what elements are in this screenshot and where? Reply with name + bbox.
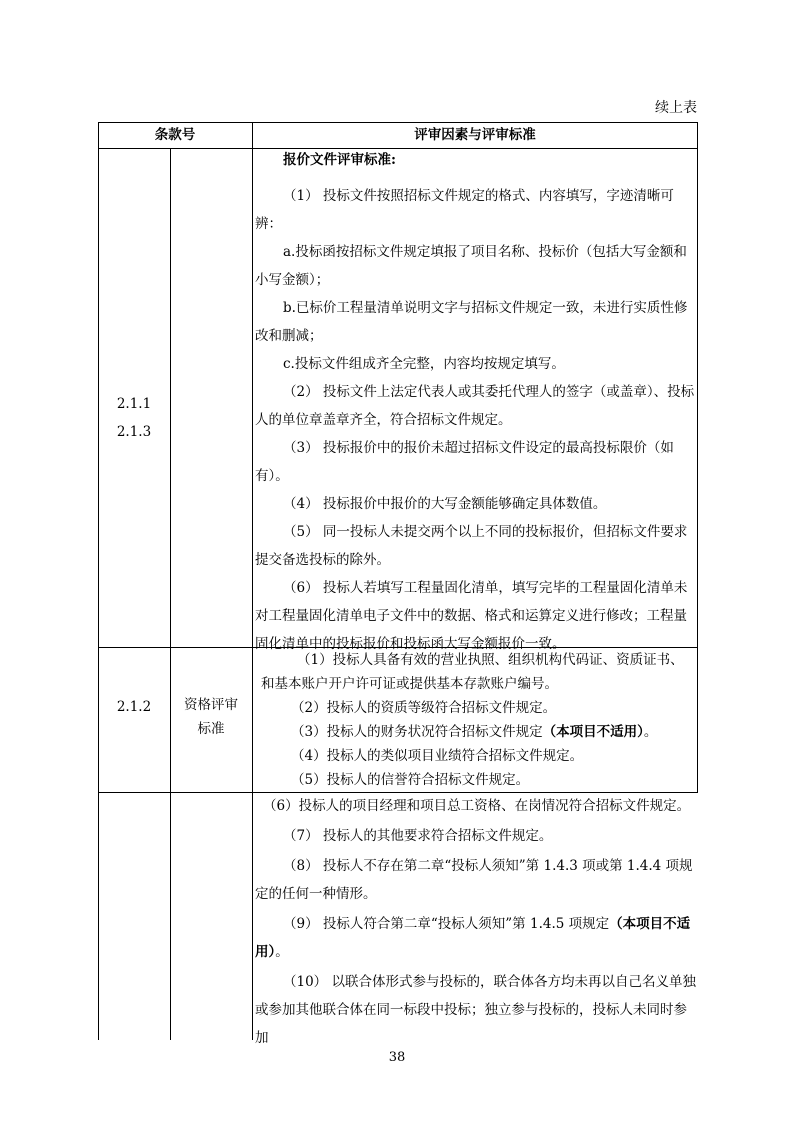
- section3-content: [255, 792, 697, 1052]
- criteria-subitem: b.已标价工程量清单说明文字与招标文件规定一致，未进行实质性修改和删减；: [255, 300, 688, 344]
- criteria-item: （2） 投标文件上法定代表人或其委托代理人的签字（或盖章）、投标人的单位章盖章齐全，符合招标文件规定。: [255, 384, 695, 428]
- criteria-item-text: （3）投标人的财务状况符合招标文件规定: [291, 724, 543, 740]
- col1-divider: [170, 148, 171, 1040]
- section1-content: [255, 146, 697, 658]
- criteria-item: （6） 投标人若填写工程量固化清单，填写完毕的工程量固化清单未对工程量固化清单电子文件中的数据、格式和运算定义进行修改；工程量固化清单中的投标报价和投标函大写金额报价一致。: [255, 580, 688, 652]
- col2-divider: [252, 122, 253, 1040]
- criteria-item: [255, 720, 697, 744]
- table-right-border: [697, 122, 698, 792]
- review-factor-label: 标准: [197, 721, 225, 737]
- criteria-subitem: c.投标文件组成齐全完整，内容均按规定填写。: [283, 356, 565, 372]
- clause-number-cell: [98, 390, 170, 446]
- clause-number: 2.1.1: [116, 396, 152, 412]
- table-left-border: [98, 122, 99, 1040]
- not-applicable-note: （本项目不适用）: [542, 724, 644, 740]
- criteria-item-end: 。: [275, 944, 289, 960]
- criteria-item-text: （9） 投标人符合第二章“投标人须知”第 1.4.5 项规定: [283, 916, 610, 932]
- criteria-item: （10） 以联合体形式参与投标的，联合体各方均未再以自己名义单独或参加其他联合体在同一标段中投标；独立参与投标的，投标人未同时参加: [255, 974, 696, 1046]
- criteria-item: （2）投标人的资质等级符合招标文件规定。: [291, 700, 557, 716]
- clause-number: 2.1.2: [116, 699, 152, 715]
- review-factor-cell: [170, 693, 252, 741]
- continued-label: 续上表: [655, 100, 697, 116]
- criteria-item: （1）投标人具备有效的营业执照、组织机构代码证、资质证书、和基本账户开户许可证或提供基本存款账户编号。: [261, 652, 684, 692]
- page-number: 38: [388, 1050, 406, 1065]
- criteria-item: （4） 投标报价中报价的大写金额能够确定具体数值。: [283, 496, 607, 512]
- criteria-item: （5）投标人的信誉符合招标文件规定。: [291, 772, 530, 788]
- criteria-item: （1） 投标文件按照招标文件规定的格式、内容填写，字迹清晰可辨：: [255, 188, 674, 232]
- header-clause-number: 条款号: [154, 127, 196, 143]
- criteria-item: （3） 投标报价中的报价未超过招标文件设定的最高投标限价（如有）。: [255, 440, 674, 484]
- criteria-item: （5） 同一投标人未提交两个以上不同的投标报价，但招标文件要求提交备选投标的除外。: [255, 524, 688, 568]
- criteria-item: [255, 910, 697, 966]
- criteria-item: （7） 投标人的其他要求符合招标文件规定。: [283, 828, 553, 844]
- header-review-factors: 评审因素与评审标准: [414, 127, 536, 143]
- clause-number: 2.1.3: [116, 424, 152, 440]
- not-applicable-note: （本项目不适用）: [255, 916, 691, 960]
- section2-content: [255, 648, 697, 792]
- criteria-item: （8） 投标人不存在第二章“投标人须知”第 1.4.3 项或第 1.4.4 项规定的任何一种情形。: [255, 858, 693, 902]
- criteria-item: （4）投标人的类似项目业绩符合招标文件规定。: [291, 748, 584, 764]
- criteria-subitem: a.投标函按招标文件规定填报了项目名称、投标价（包括大写金额和小写金额）；: [255, 244, 687, 288]
- criteria-item-end: 。: [643, 724, 658, 740]
- criteria-item: （6）投标人的项目经理和项目总工资格、在岗情况符合招标文件规定。: [263, 798, 691, 814]
- review-factor-label: 资格评审: [184, 697, 238, 713]
- section-title: 报价文件评审标准:: [283, 152, 396, 168]
